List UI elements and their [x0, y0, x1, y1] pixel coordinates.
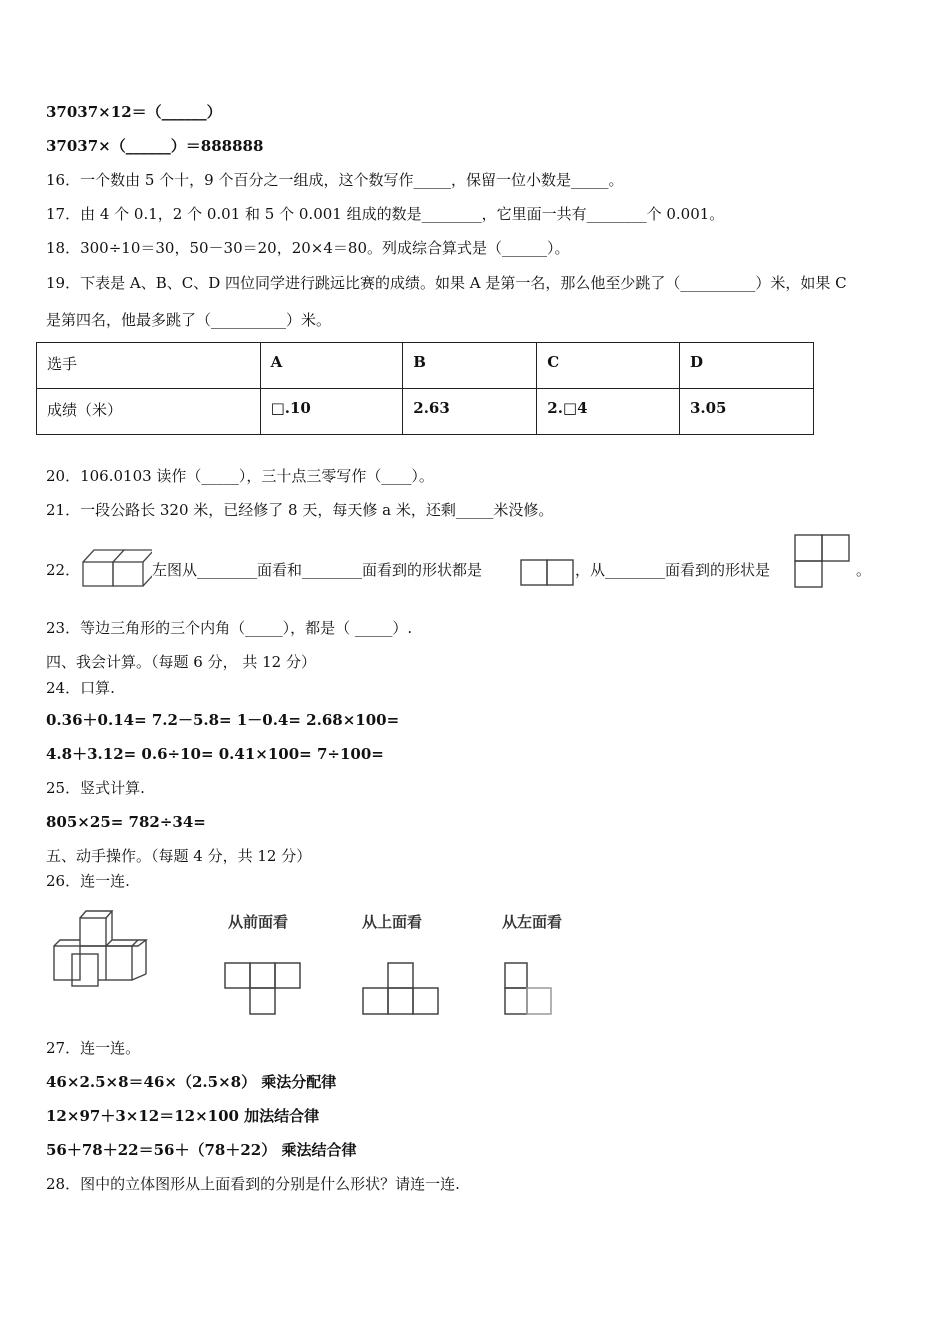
l-shape-icon: [794, 534, 852, 590]
question-21: 21．一段公路长 320 米，已经修了 8 天，每天修 a 米，还剩_____米没修。: [46, 501, 554, 519]
line-37037-blank: 37037×（______）＝888888: [46, 137, 264, 155]
line-37037x12: 37037×12＝（______）: [46, 103, 222, 121]
front-view-shape: [224, 962, 302, 1016]
question-16: 16．一个数由 5 个十，9 个百分之一组成，这个数写作_____，保留一位小数是_____。: [46, 171, 624, 189]
vertical-calc-row: 805×25= 782÷34=: [46, 813, 206, 831]
table-cell: A: [260, 343, 403, 389]
question-28: 28．图中的立体图形从上面看到的分别是什么形状？请连一连.: [46, 1175, 460, 1193]
left-view-shape: [502, 962, 556, 1016]
front-view-label: 从前面看: [228, 913, 289, 931]
table-cell: 2.□4: [537, 389, 680, 435]
law-match-row-2: 12×97＋3×12＝12×100 加法结合律: [46, 1107, 320, 1125]
question-22-number: 22．: [46, 561, 81, 579]
mental-math-row-1: 0.36＋0.14= 7.2－5.8= 1－0.4= 2.68×100=: [46, 711, 400, 729]
table-cell: D: [679, 343, 813, 389]
cube-stack-figure: [46, 908, 158, 990]
question-26: 26．连一连.: [46, 872, 130, 890]
jump-results-table: [36, 342, 814, 435]
table-cell: B: [403, 343, 537, 389]
question-17: 17．由 4 个 0.1，2 个 0.01 和 5 个 0.001 组成的数是________，它里面一共有________个 0.001。: [46, 205, 725, 223]
question-22-end: 。: [856, 561, 872, 579]
question-23: 23．等边三角形的三个内角（_____），都是（ _____）.: [46, 619, 413, 637]
cube-pair-figure: [80, 544, 152, 588]
table-row: [37, 343, 814, 389]
table-cell: C: [537, 343, 680, 389]
top-view-shape: [362, 962, 440, 1016]
question-27: 27．连一连。: [46, 1039, 141, 1057]
table-cell: 成绩（米）: [37, 389, 261, 435]
table-cell: 3.05: [679, 389, 813, 435]
table-cell: 2.63: [403, 389, 537, 435]
mental-math-row-2: 4.8＋3.12= 0.6÷10= 0.41×100= 7÷100=: [46, 745, 384, 763]
law-match-row-1: 46×2.5×8＝46×（2.5×8） 乘法分配律: [46, 1073, 337, 1091]
section-5-heading: 五、动手操作。（每题 4 分，共 12 分）: [46, 847, 312, 865]
table-cell: □.10: [260, 389, 403, 435]
law-match-row-3: 56＋78＋22＝56＋（78＋22） 乘法结合律: [46, 1141, 357, 1159]
question-25: 25．竖式计算.: [46, 779, 145, 797]
left-view-label: 从左面看: [502, 913, 563, 931]
question-22-text-2: ，从________面看到的形状是: [575, 561, 771, 579]
table-cell: 选手: [37, 343, 261, 389]
two-squares-icon: [520, 559, 574, 587]
question-19-part1: 19．下表是 A、B、C、D 四位同学进行跳远比赛的成绩。如果 A 是第一名，那么他至少跳了（__________）米，如果 C: [46, 274, 847, 292]
question-19-part2: 是第四名，他最多跳了（__________）米。: [46, 311, 332, 329]
top-view-label: 从上面看: [362, 913, 423, 931]
table-row: [37, 389, 814, 435]
question-24: 24．口算.: [46, 679, 115, 697]
question-18: 18．300÷10＝30，50－30＝20，20×4＝80。列成综合算式是（______）。: [46, 239, 570, 257]
question-22-text: 左图从________面看和________面看到的形状都是: [152, 561, 483, 579]
question-20: 20．106.0103 读作（_____），三十点三零写作（____）。: [46, 467, 434, 485]
section-4-heading: 四、我会计算。（每题 6 分， 共 12 分）: [46, 653, 316, 671]
